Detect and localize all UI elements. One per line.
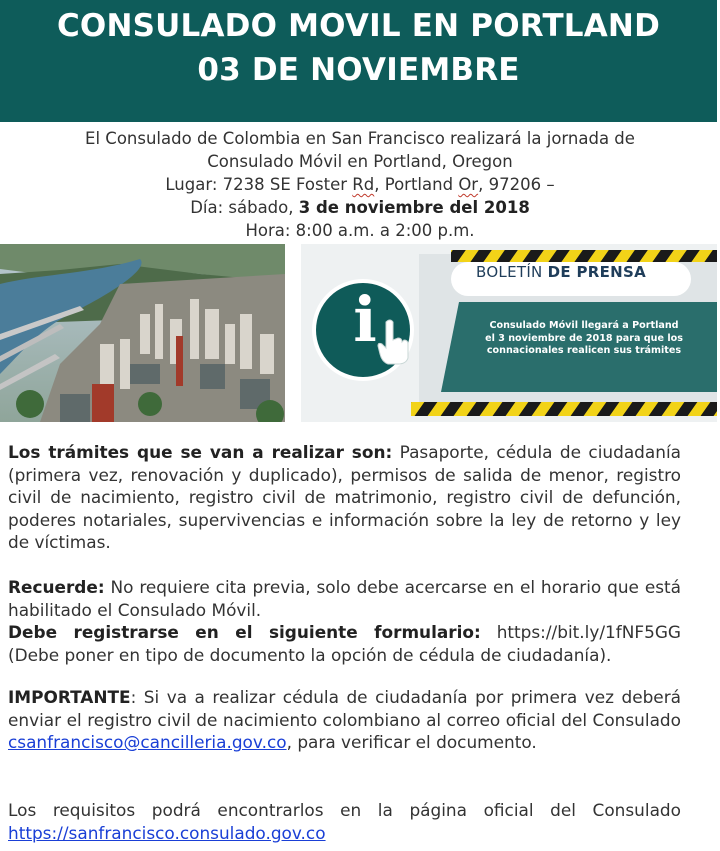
requisitos-paragraph: Los requisitos podrá encontrarlos en la página oficial del Consulado https://sanfrancisco.consulado.gov.co: [8, 800, 681, 843]
intro-time: Hora: 8:00 a.m. a 2:00 p.m.: [245, 221, 475, 240]
pointing-hand-icon: [376, 318, 410, 366]
intro-line: Consulado Móvil en Portland, Oregon: [207, 152, 513, 171]
bulletin-subtitle: Consulado Móvil llegará a Portland el 3 noviembre de 2018 para que los connacionales realicen sus trámites: [485, 320, 683, 356]
recuerde-paragraph: Recuerde: No requiere cita previa, solo debe acercarse en el horario que está habilitado el Consulado Móvil. Debe registrarse en el siguiente formulario: https://bit.ly/1fNF5GG (Debe poner en tipo de documento la opción de cédula de ciudadanía).: [8, 577, 681, 665]
header-banner: [0, 0, 717, 122]
intro-date: Día: sábado, 3 de noviembre del 2018: [190, 198, 530, 217]
form-url[interactable]: https://bit.ly/1fNF5GG: [480, 622, 681, 643]
portland-city-photo: [0, 244, 285, 422]
bulletin-title: BOLETÍN DE PRENSA: [476, 263, 647, 281]
consulate-website-link[interactable]: https://sanfrancisco.consulado.gov.co: [8, 822, 326, 843]
intro-location: Lugar: 7238 SE Foster Rd, Portland Or, 97206 –: [165, 175, 555, 194]
tramites-label: Los trámites que se van a realizar son:: [8, 442, 393, 462]
tramites-paragraph: Los trámites que se van a realizar son: Pasaporte, cédula de ciudadanía (primera vez, renovación y duplicado), permisos de salida de menor, registro civil de nacimiento, registro civil de matrimonio, registro civil de defunción, poderes notariales, supervivencias e información sobre la ley de retorno y ley de víctimas.: [8, 442, 681, 553]
event-intro: [0, 127, 720, 242]
importante-paragraph: IMPORTANTE: Si va a realizar cédula de ciudadanía por primera vez deberá enviar el registro civil de nacimiento colombiano al correo oficial del Consulado csanfrancisco@cancilleria.gov.co, para verificar el documento.: [8, 687, 681, 753]
intro-line: El Consulado de Colombia en San Francisco realizará la jornada de: [85, 129, 635, 148]
info-icon: i: [353, 283, 377, 356]
recuerde-label: Recuerde:: [8, 577, 105, 597]
importante-label: IMPORTANTE: [8, 687, 131, 707]
banner-title-line1: CONSULADO MOVIL EN PORTLAND: [56, 8, 661, 44]
banner-title-line2: 03 DE NOVIEMBRE: [197, 52, 520, 88]
form-note: (Debe poner en tipo de documento la opción de cédula de ciudadanía).: [8, 644, 612, 665]
consulate-email-link[interactable]: csanfrancisco@cancilleria.gov.co: [8, 732, 287, 753]
form-label: Debe registrarse en el siguiente formulario:: [8, 622, 481, 643]
